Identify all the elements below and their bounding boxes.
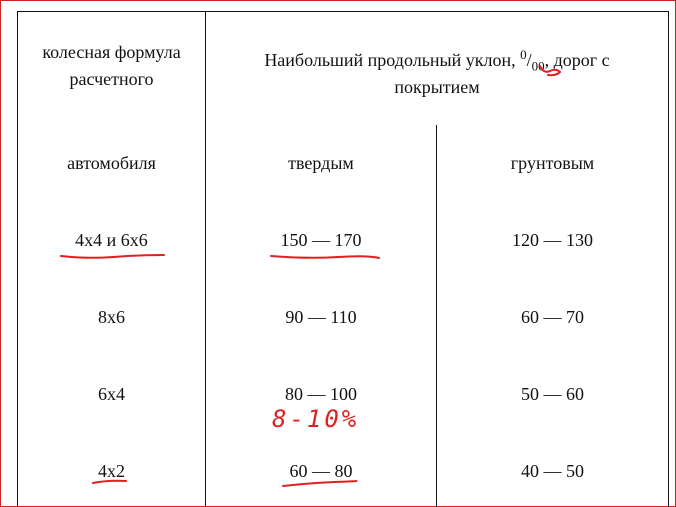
row-4-dirt: 40 — 50 <box>521 461 584 481</box>
row-1-hard: 150 — 170 <box>280 230 362 250</box>
sub-header-hard: твердым <box>288 153 354 173</box>
main-header-slash: / <box>526 50 532 70</box>
main-header-prefix: Наибольший продольный уклон, <box>264 50 521 70</box>
table-top-border <box>17 11 669 12</box>
row-2-formula: 8х6 <box>98 307 125 327</box>
row-3-hard: 80 — 100 <box>285 384 357 404</box>
header-col1-line3: автомобиля <box>67 153 156 173</box>
ink-handwritten-note: 8-10% <box>272 405 360 433</box>
header-col1-line1: колесная формула <box>42 42 181 62</box>
row-3-formula: 6х4 <box>98 384 125 404</box>
main-header-line2: покрытием <box>394 77 480 97</box>
main-header-suffix: , дорог с <box>544 50 610 70</box>
row-4-hard: 60 — 80 <box>289 461 353 481</box>
main-header-sub: 00 <box>531 58 545 74</box>
row-2-hard: 90 — 110 <box>285 307 357 327</box>
row-3-dirt: 50 — 60 <box>521 384 584 404</box>
main-header-line1 <box>206 43 668 79</box>
sub-header-dirt: грунтовым <box>510 153 595 173</box>
row-4-formula: 4х2 <box>98 461 125 481</box>
main-header-sup: 0 <box>520 47 527 62</box>
header-col1-line2: расчетного <box>69 69 154 89</box>
row-1-formula: 4х4 и 6х6 <box>75 230 148 250</box>
row-2-dirt: 60 — 70 <box>521 307 584 327</box>
table-right-border <box>668 11 669 507</box>
row-1-dirt: 120 — 130 <box>512 230 593 250</box>
